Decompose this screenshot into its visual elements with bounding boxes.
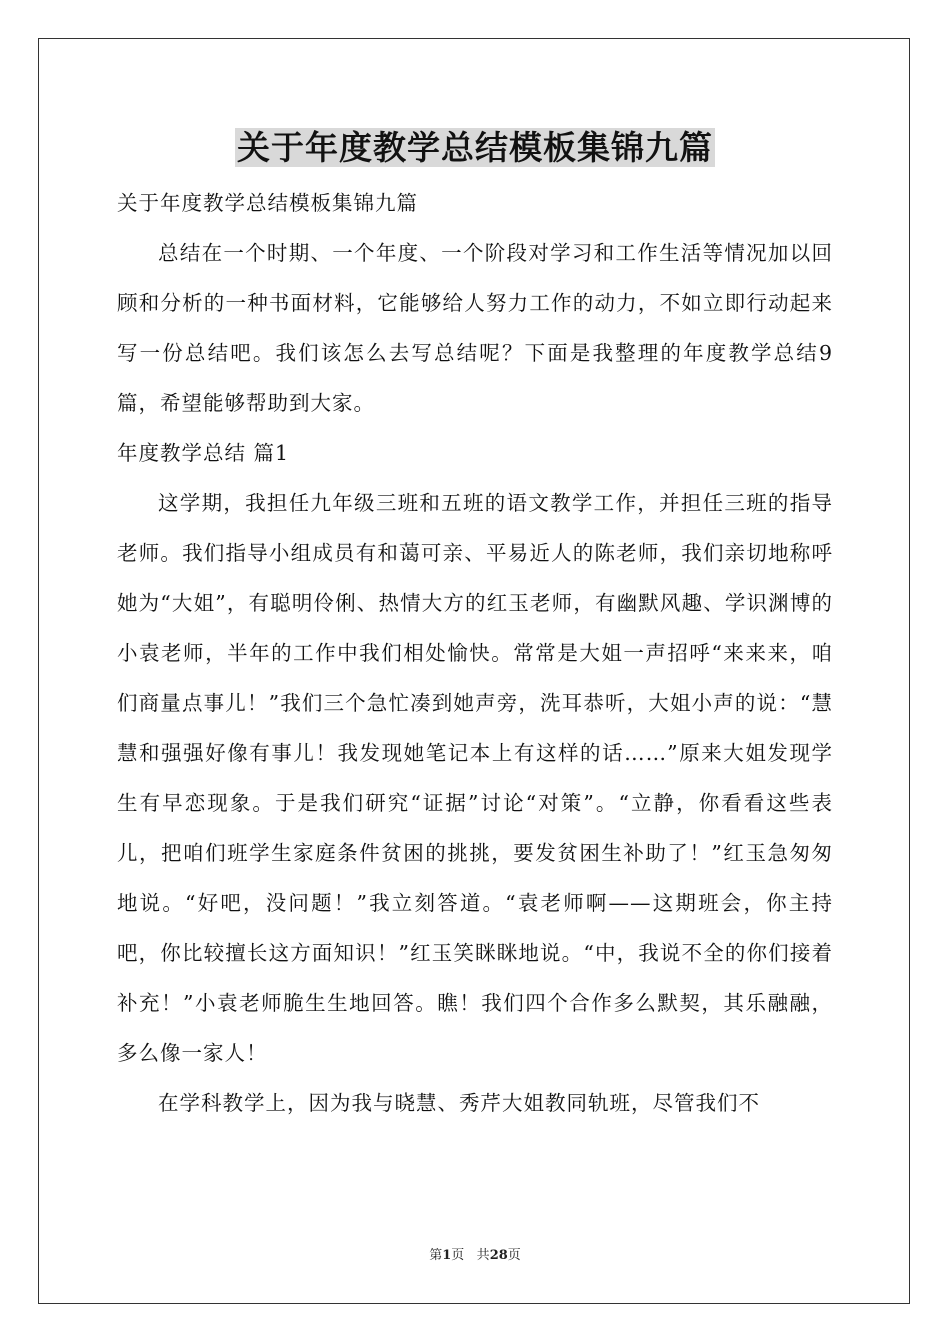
paragraph: 关于年度教学总结模板集锦九篇 xyxy=(117,191,418,215)
footer-page-prefix: 第 xyxy=(429,1248,443,1263)
document-body xyxy=(117,178,833,1128)
footer-total-suffix: 页 xyxy=(507,1248,521,1263)
paragraph: 在学科教学上，因为我与晓慧、秀芹大姐教同轨班，尽管我们不 xyxy=(158,1091,760,1115)
paragraph: 这学期，我担任九年级三班和五班的语文教学工作，并担任三班的指导老师。我们指导小组成员有和蔼可亲、平易近人的陈老师，我们亲切地称呼她为“大姐”，有聪明伶俐、热情大方的红玉老师，有幽默风趣、学识渊博的小袁老师，半年的工作中我们相处愉快。常常是大姐一声招呼“来来来，咱们商量点事儿！”我们三个急忙凑到她声旁，洗耳恭听，大姐小声的说：“慧慧和强强好像有事儿！我发现她笔记本上有这样的话……”原来大姐发现学生有早恋现象。于是我们研究“证据”讨论“对策”。“立静，你看看这些表儿，把咱们班学生家庭条件贫困的挑挑，要发贫困生补助了！”红玉急匆匆地说。“好吧，没问题！”我立刻答道。“袁老师啊——这期班会，你主持吧，你比较擅长这方面知识！”红玉笑眯眯地说。“中，我说不全的你们接着补充！”小袁老师脆生生地回答。瞧！我们四个合作多么默契，其乐融融，多么像一家人！ xyxy=(117,491,833,1065)
footer-page-number: 1 xyxy=(442,1248,452,1263)
footer-total-prefix: 共 xyxy=(476,1248,490,1263)
document-title-text: 关于年度教学总结模板集锦九篇 xyxy=(237,128,713,167)
page-footer xyxy=(0,1246,950,1266)
document-title xyxy=(0,123,950,173)
footer-page-suffix: 页 xyxy=(451,1248,465,1263)
footer-total-pages: 28 xyxy=(489,1248,508,1263)
paragraph: 年度教学总结 篇1 xyxy=(117,441,290,465)
paragraph: 总结在一个时期、一个年度、一个阶段对学习和工作生活等情况加以回顾和分析的一种书面材料，它能够给人努力工作的动力，不如立即行动起来写一份总结吧。我们该怎么去写总结呢？下面是我整理的年度教学总结9篇，希望能够帮助到大家。 xyxy=(117,241,833,415)
